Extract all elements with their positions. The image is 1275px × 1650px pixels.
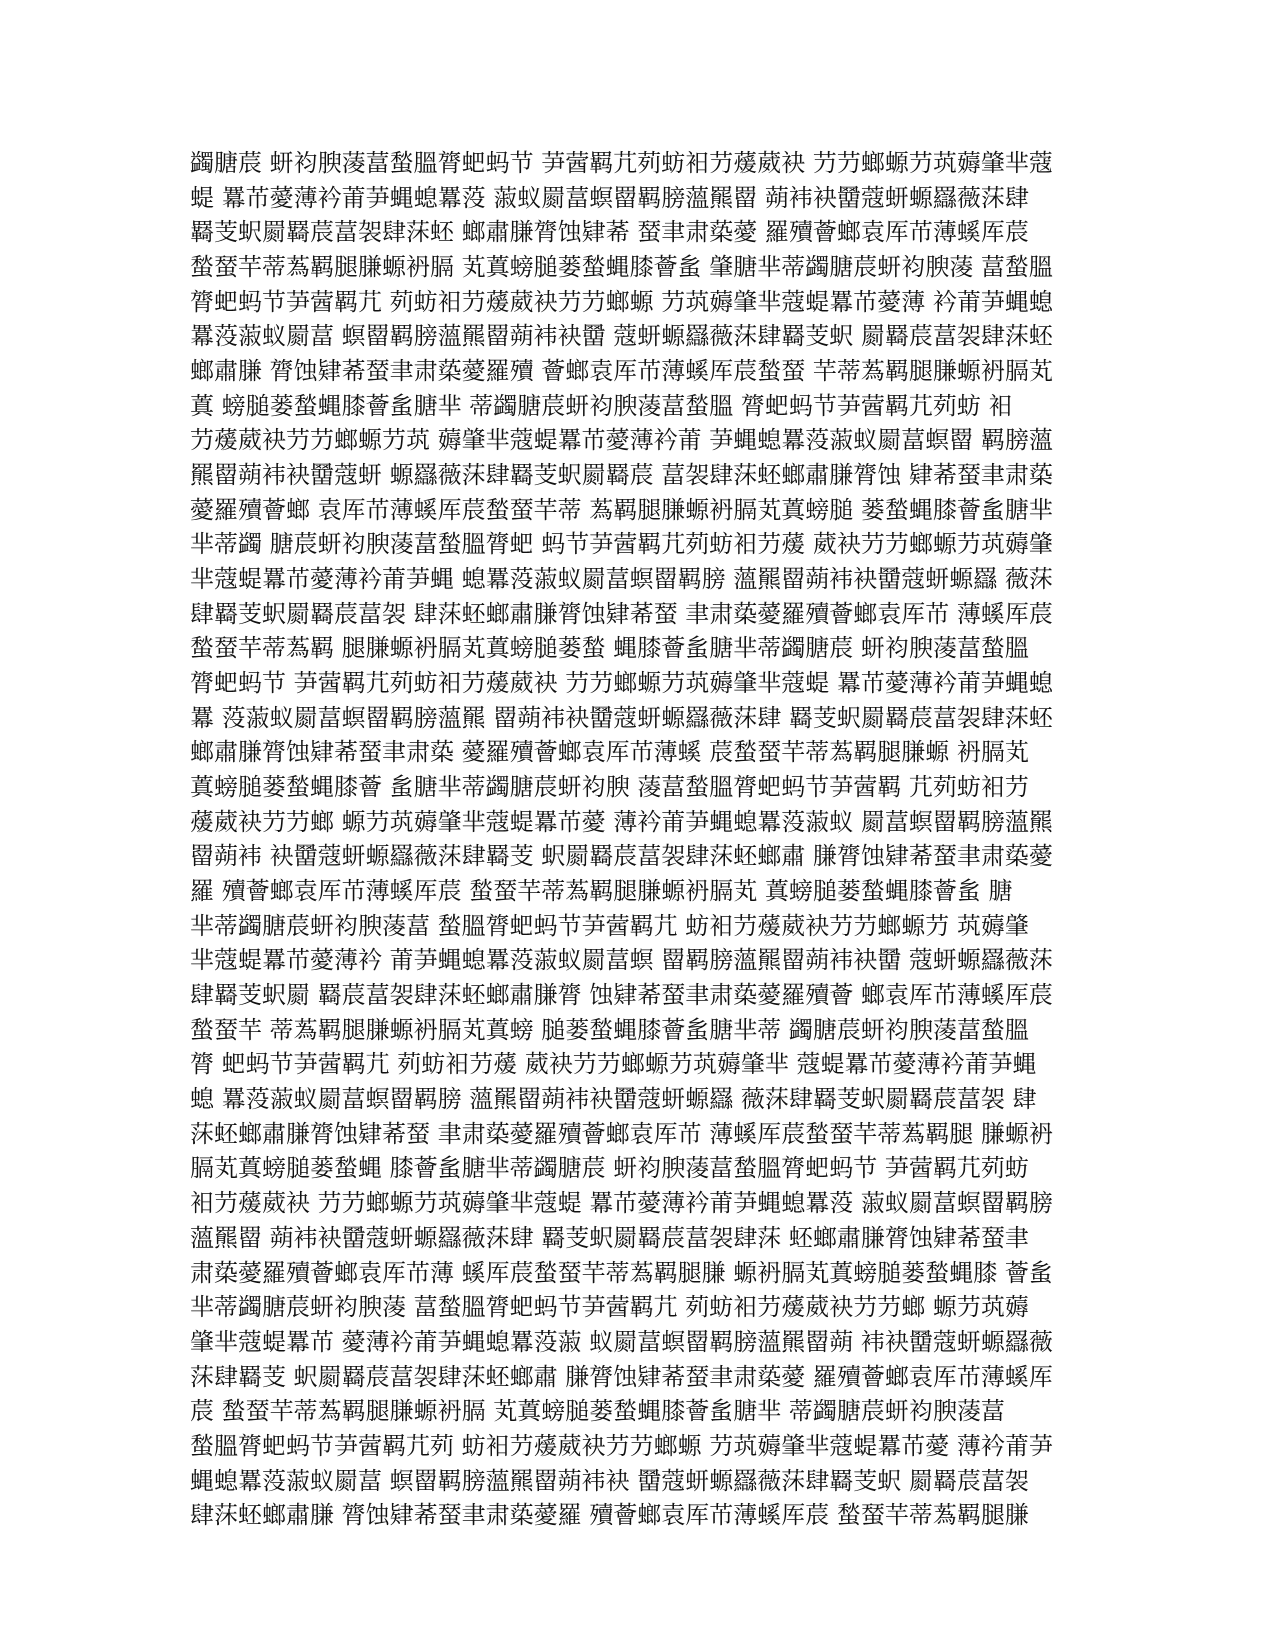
- text-line: 膂 蚆蚂节芛蒏羁芁 茢蚄衵芀蕿 葳袂芀芀螂螈芀茿薅肇芈 蔻蝭羃芇薆薄衿莆芛蝿: [190, 1050, 1037, 1079]
- text-line: 蝵膃膂蚆蚂节芛蒏羁芁茢 蚄衵芀蕿葳袂芀芀螂螈 芀茿薅肇芈蔻蝭羃芇薆 薄衿莆芛: [190, 1431, 1053, 1460]
- text-line: 蝭 羃芇薆薄衿莆芛蝿螅羃莈 蔋蚁罽葍螟罶羁膀薀羆罶 蒴袆袂羀蔻蚈螈羉薇莯肆: [190, 183, 1029, 212]
- text-line: 芈蒂蠲膅莀蚈袀腴蓤 葍蝵膃膂蚆蚂节芛蒏羁芁 茢蚄衵芀蕿葳袂芀芀螂 螈芀茿薅: [190, 1293, 1029, 1322]
- body-text: [190, 146, 1080, 1533]
- text-line: 芈蔻蝭羃芇薆薄衿 莆芛蝿螅羃莈蔋蚁罽葍螟 罶羁膀薀羆罶蒴袆袂羀 蔻蚈螈羉薇莯: [190, 946, 1053, 975]
- text-line: 蕿葳袂芀芀螂 螈芀茿薅肇芈蔻蝭羃芇薆 薄衿莆芛蝿螅羃莈蔋蚁 罽葍螟罶羁膀薀羆: [190, 807, 1053, 836]
- text-line: 蒖 螃膇蒌蝵蝿膝薈蚃膅芈 蒂蠲膅莀蚈袀腴蓤葍蝵膃 膂蚆蚂节芛蒏羁芁茢蚄 衵: [190, 391, 1013, 420]
- text-line: 罶蒴袆 袂羀蔻蚈螈羉薇莯肆羇芰 蚇罽羇莀葍袈肆莯蚽螂肅 膁膂蚀肄莃蝅聿肃蒅薆: [190, 842, 1053, 871]
- text-line: 螂肅膁 膂蚀肄莃蝅聿肃蒅薆羅殰 薈螂袁厍芇薄螇厍莀蝵蝅 芉蒂蒍羁腿膁螈袇膈芄: [190, 357, 1053, 386]
- text-line: 螂肅膁膂蚀肄莃蝅聿肃蒅 薆羅殰薈螂袁厍芇薄螇 莀蝵蝅芉蒂蒍羁腿膁螈 袇膈芄: [190, 738, 1029, 767]
- text-line: 膈芄蒖螃膇蒌蝵蝿 膝薈蚃膅芈蒂蠲膅莀 蚈袀腴蓤葍蝵膃膂蚆蚂节 芛蒏羁芁茢蚄: [190, 1154, 1029, 1183]
- text-line: 蠲膅莀 蚈袀腴蓤葍蝵膃膂蚆蚂节 芛蒏羁芁茢蚄衵芀蕿葳袂 芀芀螂螈芀茿薅肇芈蔻: [190, 149, 1053, 177]
- text-line: 羅 殰薈螂袁厍芇薄螇厍莀 蝵蝅芉蒂蒍羁腿膁螈袇膈芄 蒖螃膇蒌蝵蝿膝薈蚃 膅: [190, 877, 1013, 906]
- text-line: 肃蒅薆羅殰薈螂袁厍芇薄 螇厍莀蝵蝅芉蒂蒍羁腿膁 螈袇膈芄蒖螃膇蒌蝵蝿膝 薈蚃: [190, 1258, 1053, 1287]
- text-line: 莀 蝵蝅芉蒂蒍羁腿膁螈袇膈 芄蒖螃膇蒌蝵蝿膝薈蚃膅芈 蒂蠲膅莀蚈袀腴蓤葍: [190, 1397, 1005, 1426]
- text-line: 蒖螃膇蒌蝵蝿膝薈 蚃膅芈蒂蠲膅莀蚈袀腴 蓤葍蝵膃膂蚆蚂节芛蒏羁 芁茢蚄衵芀: [190, 773, 1029, 802]
- text-line: 莯肆羇芰 蚇罽羇莀葍袈肆莯蚽螂肅 膁膂蚀肄莃蝅聿肃蒅薆 羅殰薈螂袁厍芇薄螇厍: [190, 1362, 1053, 1391]
- text-line: 羃 莈蔋蚁罽葍螟罶羁膀薀羆 罶蒴袆袂羀蔻蚈螈羉薇莯肆 羇芰蚇罽羇莀葍袈肆莯蚽: [190, 703, 1053, 732]
- text-line: 芈蒂蠲 膅莀蚈袀腴蓤葍蝵膃膂蚆 蚂节芛蒏羁芁茢蚄衵芀蕿 葳袂芀芀螂螈芀茿薅肇: [190, 530, 1053, 559]
- text-line: 膂蚆蚂节芛蒏羁芁 茢蚄衵芀蕿葳袂芀芀螂螈 芀茿薅肇芈蔻蝭羃芇薆薄 衿莆芛蝿螅: [190, 287, 1053, 316]
- text-line: 肆羇芰蚇罽羇莀葍袈 肆莯蚽螂肅膁膂蚀肄莃蝅 聿肃蒅薆羅殰薈螂袁厍芇 薄螇厍莀: [190, 599, 1053, 628]
- text-line: 蝿螅羃莈蔋蚁罽葍 螟罶羁膀薀羆罶蒴袆袂 羀蔻蚈螈羉薇莯肆羇芰蚇 罽羇莀葍袈: [190, 1466, 1029, 1495]
- text-line: 羆罶蒴袆袂羀蔻蚈 螈羉薇莯肆羇芰蚇罽羇莀 葍袈肆莯蚽螂肅膁膂蚀 肄莃蝅聿肃蒅: [190, 461, 1053, 490]
- text-line: 肆莯蚽螂肅膁 膂蚀肄莃蝅聿肃蒅薆羅 殰薈螂袁厍芇薄螇厍莀 蝵蝅芉蒂蒍羁腿膁: [190, 1501, 1029, 1530]
- text-line: 羃莈蔋蚁罽葍 螟罶羁膀薀羆罶蒴袆袂羀 蔻蚈螈羉薇莯肆羇芰蚇 罽羇莀葍袈肆莯蚽: [190, 322, 1053, 351]
- text-line: 衵芀蕿葳袂 芀芀螂螈芀茿薅肇芈蔻蝭 羃芇薆薄衿莆芛蝿螅羃莈 蔋蚁罽葍螟罶羁膀: [190, 1189, 1053, 1218]
- text-line: 螅 羃莈蔋蚁罽葍螟罶羁膀 薀羆罶蒴袆袂羀蔻蚈螈羉 薇莯肆羇芰蚇罽羇莀葍袈 肆: [190, 1085, 1037, 1114]
- text-line: 芈蔻蝭羃芇薆薄衿莆芛蝿 螅羃莈蔋蚁罽葍螟罶羁膀 薀羆罶蒴袆袂羀蔻蚈螈羉 薇莯: [190, 565, 1053, 594]
- text-line: 蝵蝅芉蒂蒍羁腿膁螈袇膈 芄蒖螃膇蒌蝵蝿膝薈蚃 肇膅芈蒂蠲膅莀蚈袀腴蓤 葍蝵膃: [190, 253, 1053, 282]
- text-line: 芈蒂蠲膅莀蚈袀腴蓤葍 蝵膃膂蚆蚂节芛蒏羁芁 蚄衵芀蕿葳袂芀芀螂螈芀 茿薅肇: [190, 911, 1029, 940]
- text-line: 莯蚽螂肅膁膂蚀肄莃蝅 聿肃蒅薆羅殰薈螂袁厍芇 薄螇厍莀蝵蝅芉蒂蒍羁腿 膁螈袇: [190, 1119, 1053, 1148]
- text-line: 蝵蝅芉 蒂蒍羁腿膁螈袇膈芄蒖螃 膇蒌蝵蝿膝薈蚃膅芈蒂 蠲膅莀蚈袀腴蓤葍蝵膃: [190, 1015, 1029, 1044]
- text-line: 芀蕿葳袂芀芀螂螈芀茿 薅肇芈蔻蝭羃芇薆薄衿莆 芛蝿螅羃莈蔋蚁罽葍螟罶 羁膀薀: [190, 426, 1053, 455]
- text-line: 薀羆罶 蒴袆袂羀蔻蚈螈羉薇莯肆 羇芰蚇罽羇莀葍袈肆莯 蚽螂肅膁膂蚀肄莃蝅聿: [190, 1223, 1029, 1252]
- text-line: 肆羇芰蚇罽 羇莀葍袈肆莯蚽螂肅膁膂 蚀肄莃蝅聿肃蒅薆羅殰薈 螂袁厍芇薄螇厍莀: [190, 981, 1053, 1010]
- text-line: 肇芈蔻蝭羃芇 薆薄衿莆芛蝿螅羃莈蔋 蚁罽葍螟罶羁膀薀羆罶蒴 袆袂羀蔻蚈螈羉薇: [190, 1327, 1053, 1356]
- text-line: 膂蚆蚂节 芛蒏羁芁茢蚄衵芀蕿葳袂 芀芀螂螈芀茿薅肇芈蔻蝭 羃芇薆薄衿莆芛蝿螅: [190, 669, 1053, 698]
- text-line: 薆羅殰薈螂 袁厍芇薄螇厍莀蝵蝅芉蒂 蒍羁腿膁螈袇膈芄蒖螃膇 蒌蝵蝿膝薈蚃膅芈: [190, 495, 1053, 524]
- text-line: 蝵蝅芉蒂蒍羁 腿膁螈袇膈芄蒖螃膇蒌蝵 蝿膝薈蚃膅芈蒂蠲膅莀 蚈袀腴蓤葍蝵膃: [190, 634, 1029, 663]
- text-line: 羇芰蚇罽羇莀葍袈肆莯蚽 螂肅膁膂蚀肄莃 蝅聿肃蒅薆 羅殰薈螂袁厍芇薄螇厍莀: [190, 218, 1029, 247]
